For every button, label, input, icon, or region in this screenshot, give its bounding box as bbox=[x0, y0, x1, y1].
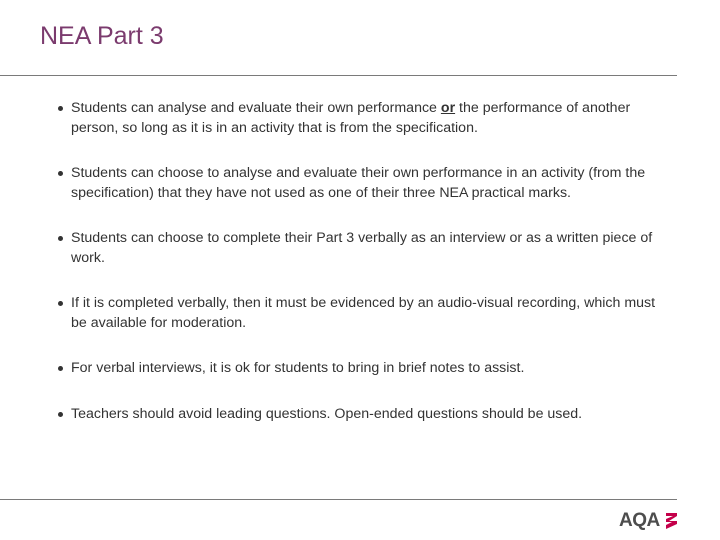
bullet-emphasis: or bbox=[440, 100, 456, 116]
page-title: NEA Part 3 bbox=[40, 22, 164, 50]
bullet-item-brief-notes: For verbal interviews, it is ok for students to bring in brief notes to assist. bbox=[58, 359, 670, 379]
aqa-logo-text: AQA bbox=[619, 510, 660, 531]
bullet-text-part: Students can analyse and evaluate their own performance bbox=[71, 100, 441, 116]
bullet-item-own-or-other-performance bbox=[58, 99, 670, 138]
bullet-text-part: the performance of another person, so long as it is in an activity that is from the specification. bbox=[71, 100, 631, 136]
bullet-item-leading-questions: Teachers should avoid leading questions. Open-ended questions should be used. bbox=[58, 405, 670, 425]
aqa-logo-mark-icon bbox=[664, 512, 678, 530]
bullet-item-audio-visual-recording: If it is completed verbally, then it must be evidenced by an audio-visual recording, which must be available for moderation. bbox=[58, 294, 670, 333]
bullet-item-unused-activity: Students can choose to analyse and evaluate their own performance in an activity (from the specification) that they have not used as one of their three NEA practical marks. bbox=[58, 164, 670, 203]
bullet-list bbox=[58, 99, 670, 424]
title-divider bbox=[0, 75, 677, 76]
footer-divider bbox=[0, 499, 677, 500]
bullet-item-verbal-or-written: Students can choose to complete their Part 3 verbally as an interview or as a written piece of work. bbox=[58, 229, 670, 268]
aqa-logo bbox=[619, 509, 681, 533]
